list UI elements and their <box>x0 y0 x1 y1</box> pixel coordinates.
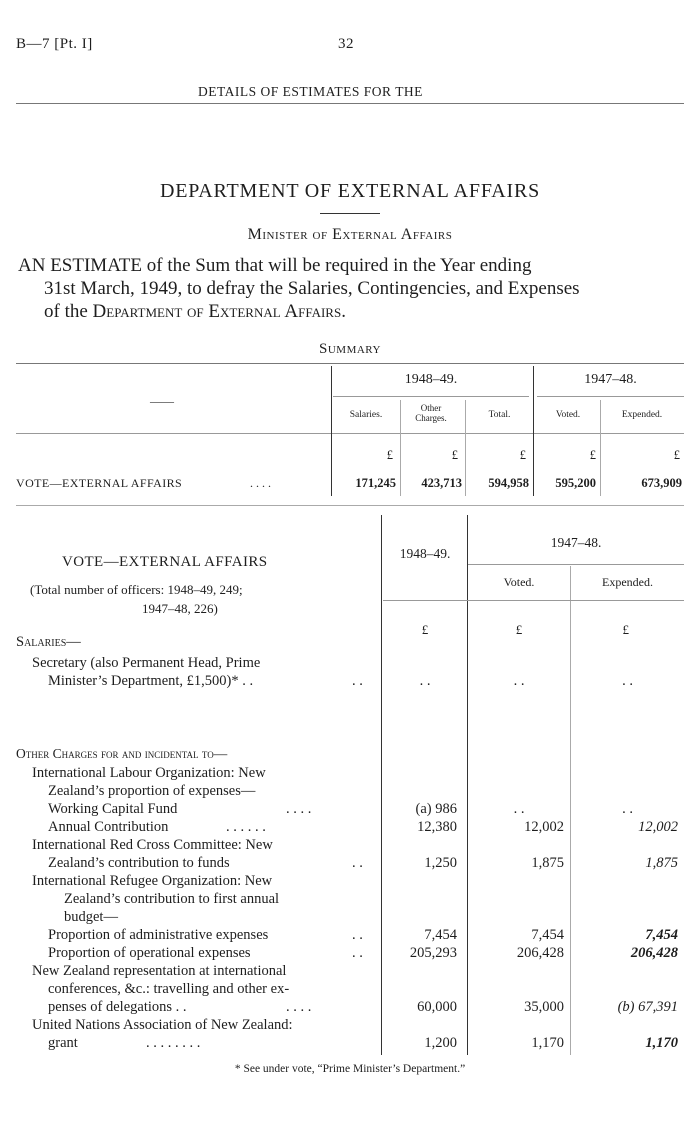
admin-dots: . . <box>352 927 363 943</box>
iro-line1: International Refugee Organization: New <box>32 873 273 889</box>
oper-1948: 205,293 <box>409 945 457 961</box>
una-line2: grant <box>48 1035 78 1051</box>
nzrep-1948: 60,000 <box>417 999 457 1015</box>
summary-1947-subrule <box>537 396 684 397</box>
una-dots: . . . . . . . . <box>146 1035 201 1051</box>
summary-row-label: VOTE—EXTERNAL AFFAIRS <box>16 476 183 490</box>
summary-pound-5: £ <box>673 448 680 462</box>
ilo-line2: Zealand’s proportion of expenses— <box>48 783 256 799</box>
summary-vline-1 <box>331 366 332 496</box>
admin-1948: 7,454 <box>424 927 457 943</box>
summary-pound-3: £ <box>519 448 526 462</box>
rc-1948: 1,250 <box>424 855 457 871</box>
other-charges-heading: Other Charges for and incidental to— <box>16 746 228 761</box>
summary-col-other: Other Charges. <box>415 403 447 423</box>
vote-vline-1 <box>381 515 382 1055</box>
secretary-voted: . . <box>513 673 525 689</box>
summary-salaries: 171,245 <box>355 476 396 490</box>
vote-title: VOTE—EXTERNAL AFFAIRS <box>62 554 268 570</box>
vote-1947-subrule <box>468 564 684 565</box>
nzrep-expended: (b) 67,391 <box>617 999 678 1015</box>
vote-pound-1: £ <box>421 622 429 637</box>
admin-voted: 7,454 <box>531 927 564 943</box>
rc-expended: 1,875 <box>645 855 678 871</box>
wcf-dots: . . . . <box>286 801 312 817</box>
summary-title: Summary <box>319 341 381 357</box>
summary-expended: 673,909 <box>641 476 682 490</box>
vote-vline-2 <box>467 515 468 1055</box>
ac-label: Annual Contribution <box>48 819 169 835</box>
summary-vline-2 <box>400 400 401 496</box>
nzrep-line2: conferences, &c.: travelling and other ex- <box>48 981 290 997</box>
summary-head-rule <box>16 433 684 434</box>
secretary-line2: Minister’s Department, £1,500)* . . <box>48 673 254 689</box>
title-divider <box>320 213 380 214</box>
minister-line: Minister of External Affairs <box>247 226 453 243</box>
oper-voted: 206,428 <box>516 945 564 961</box>
una-1948: 1,200 <box>424 1035 457 1051</box>
wcf-voted: . . <box>513 801 525 817</box>
ac-dots: . . . . . . <box>226 819 266 835</box>
summary-top-rule <box>16 363 684 364</box>
rc-line1: International Red Cross Committee: New <box>32 837 273 853</box>
summary-col-voted: Voted. <box>555 410 581 420</box>
summary-vline-3 <box>465 400 466 496</box>
vote-officers-line2: 1947–48, 226) <box>142 601 218 616</box>
vote-head-rule <box>383 600 684 601</box>
header-rule <box>16 103 684 104</box>
oper-label: Proportion of operational expenses <box>48 945 251 961</box>
vote-head-1947: 1947–48. <box>550 535 602 550</box>
vote-pound-3: £ <box>622 622 629 637</box>
salaries-heading: Salaries— <box>16 634 81 650</box>
summary-voted: 595,200 <box>555 476 596 490</box>
una-line1: United Nations Association of New Zealand: <box>32 1017 293 1033</box>
secretary-expended: . . <box>622 673 633 689</box>
wcf-expended: . . <box>622 801 633 817</box>
ilo-line1: International Labour Organization: New <box>32 765 266 781</box>
rc-dots: . . <box>352 855 363 871</box>
secretary-dots: . . <box>352 673 363 689</box>
ac-1948: 12,380 <box>417 819 457 835</box>
department-name: Department of External Affairs <box>92 301 342 322</box>
department-title: DEPARTMENT OF EXTERNAL AFFAIRS <box>159 180 541 202</box>
footnote: * See under vote, “Prime Minister’s Department.” <box>234 1063 466 1075</box>
iro-line2: Zealand’s contribution to first annual <box>64 891 280 907</box>
nzrep-voted: 35,000 <box>524 999 564 1015</box>
admin-expended: 7,454 <box>645 927 678 943</box>
summary-col-salaries: Salaries. <box>349 410 383 420</box>
summary-row-dots: . . . . <box>250 476 271 490</box>
summary-bottom-rule <box>16 505 684 506</box>
vote-officers-line1: (Total number of officers: 1948–49, 249; <box>30 582 243 597</box>
nzrep-line1: New Zealand representation at international <box>32 963 287 979</box>
oper-dots: . . <box>352 945 363 961</box>
summary-head-1947: 1947–48. <box>584 372 637 387</box>
nzrep-line3: penses of delegations . . <box>48 999 187 1015</box>
rc-line2: Zealand’s contribution to funds <box>48 855 230 871</box>
summary-pound-1: £ <box>386 448 393 462</box>
nzrep-dots: . . . . <box>286 999 312 1015</box>
estimate-intro-line2: 31st March, 1949, to defray the Salaries, Contingencies, and Expenses <box>44 278 580 299</box>
page-number: 32 <box>338 36 354 52</box>
wcf-label: Working Capital Fund <box>48 801 178 817</box>
secretary-line1: Secretary (also Permanent Head, Prime <box>32 655 261 671</box>
summary-col-expended: Expended. <box>621 410 663 420</box>
admin-label: Proportion of administrative expenses <box>48 927 269 943</box>
rc-voted: 1,875 <box>531 855 564 871</box>
summary-stub-dash: —— <box>150 394 174 408</box>
oper-expended: 206,428 <box>630 945 678 961</box>
vote-col-voted: Voted. <box>503 575 535 589</box>
summary-1948-subrule <box>333 396 529 397</box>
una-expended: 1,170 <box>645 1035 678 1051</box>
summary-pound-4: £ <box>589 448 596 462</box>
una-voted: 1,170 <box>531 1035 564 1051</box>
estimate-intro-line1: AN ESTIMATE of the Sum that will be required in the Year ending <box>18 255 532 276</box>
secretary-1948: . . <box>419 673 431 689</box>
summary-col-total: Total. <box>488 410 511 420</box>
page-ref: B—7 [Pt. I] <box>16 36 93 52</box>
summary-vline-4 <box>533 366 534 496</box>
summary-vline-5 <box>600 400 601 496</box>
wcf-1948: (a) 986 <box>415 801 457 817</box>
iro-line3: budget— <box>64 909 118 925</box>
summary-other-charges: 423,713 <box>421 476 462 490</box>
vote-pound-2: £ <box>515 622 523 637</box>
ac-voted: 12,002 <box>524 819 564 835</box>
estimate-intro-line3: of the Department of External Affairs. <box>44 301 346 322</box>
summary-pound-2: £ <box>451 448 458 462</box>
vote-head-1948: 1948–49. <box>399 546 451 561</box>
ac-expended: 12,002 <box>638 819 678 835</box>
summary-total: 594,958 <box>488 476 529 490</box>
vote-col-expended: Expended. <box>602 575 653 589</box>
summary-head-1948: 1948–49. <box>404 372 458 387</box>
running-title: DETAILS OF ESTIMATES FOR THE <box>198 84 423 99</box>
